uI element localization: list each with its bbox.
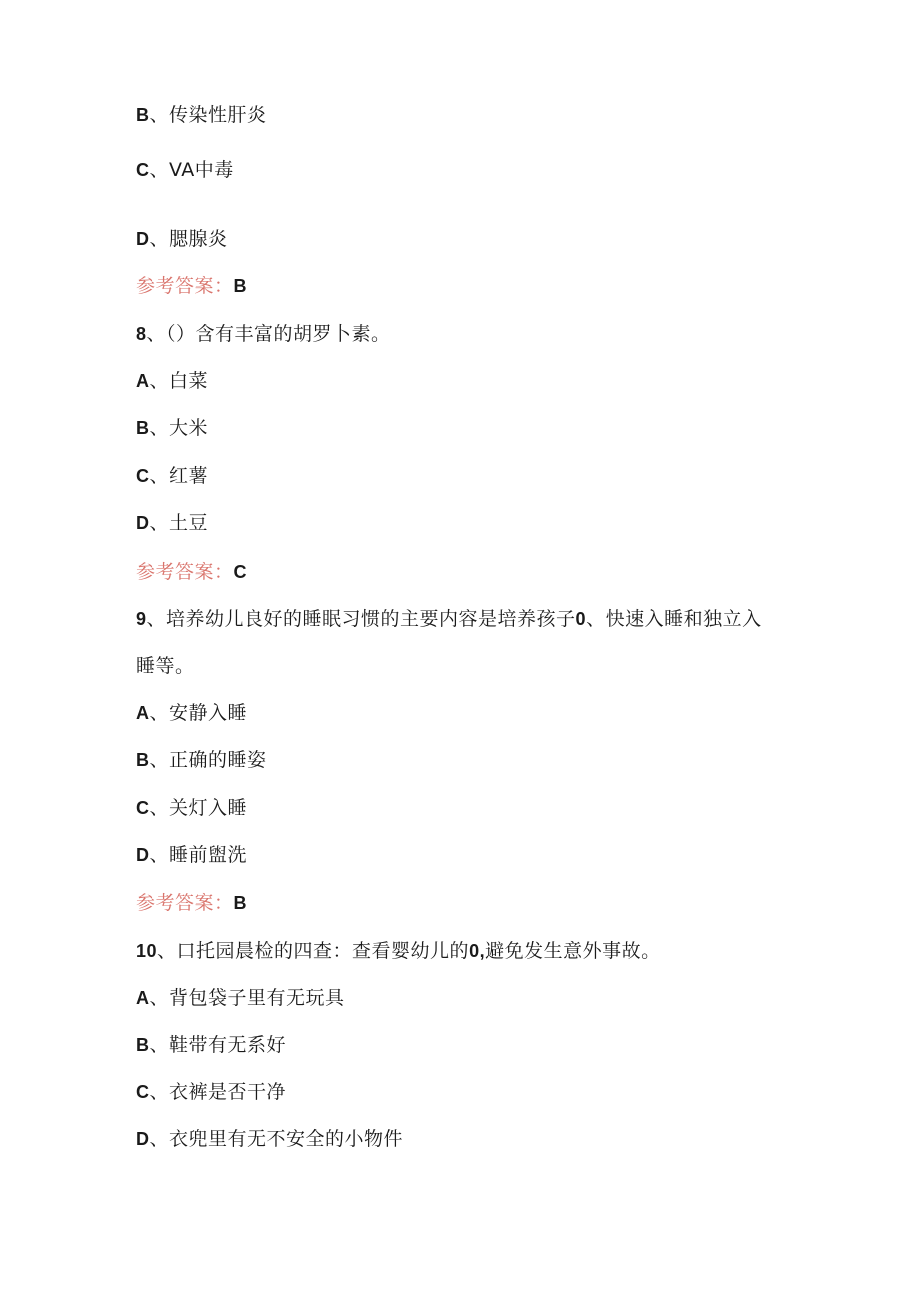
q10-option-d: D、衣兜里有无不安全的小物件 [136,1128,404,1150]
q8-stem: 8、（）含有丰富的胡罗卜素。 [136,323,391,345]
q10-option-c: C、衣裤是否干净 [136,1081,287,1103]
q9-answer: 参考答案：B [136,892,248,914]
q7-option-b: B、传染性肝炎 [136,104,267,126]
q8-option-b: B、大米 [136,417,209,439]
q7-answer: 参考答案：B [136,275,248,297]
q9-stem-line2: 睡等。 [136,655,195,677]
q10-option-b: B、鞋带有无系好 [136,1034,287,1056]
q10-stem: 10、口托园晨检的四查：查看婴幼儿的0,避免发生意外事故。 [136,940,661,962]
q8-option-c: C、红薯 [136,465,209,487]
q8-option-a: A、白菜 [136,370,209,392]
q9-option-c: C、关灯入睡 [136,797,248,819]
q8-option-d: D、土豆 [136,512,209,534]
q9-option-a: A、安静入睡 [136,702,248,724]
q9-stem-line1: 9、培养幼儿良好的睡眠习惯的主要内容是培养孩子0、快速入睡和独立入 [136,608,762,630]
q10-option-a: A、背包袋子里有无玩具 [136,987,345,1009]
q9-option-b: B、正确的睡姿 [136,749,267,771]
q8-answer: 参考答案：C [136,561,248,583]
q9-option-d: D、睡前盥洗 [136,844,248,866]
q7-option-c: C、VA中毒 [136,159,234,181]
q7-option-d: D、腮腺炎 [136,228,228,250]
